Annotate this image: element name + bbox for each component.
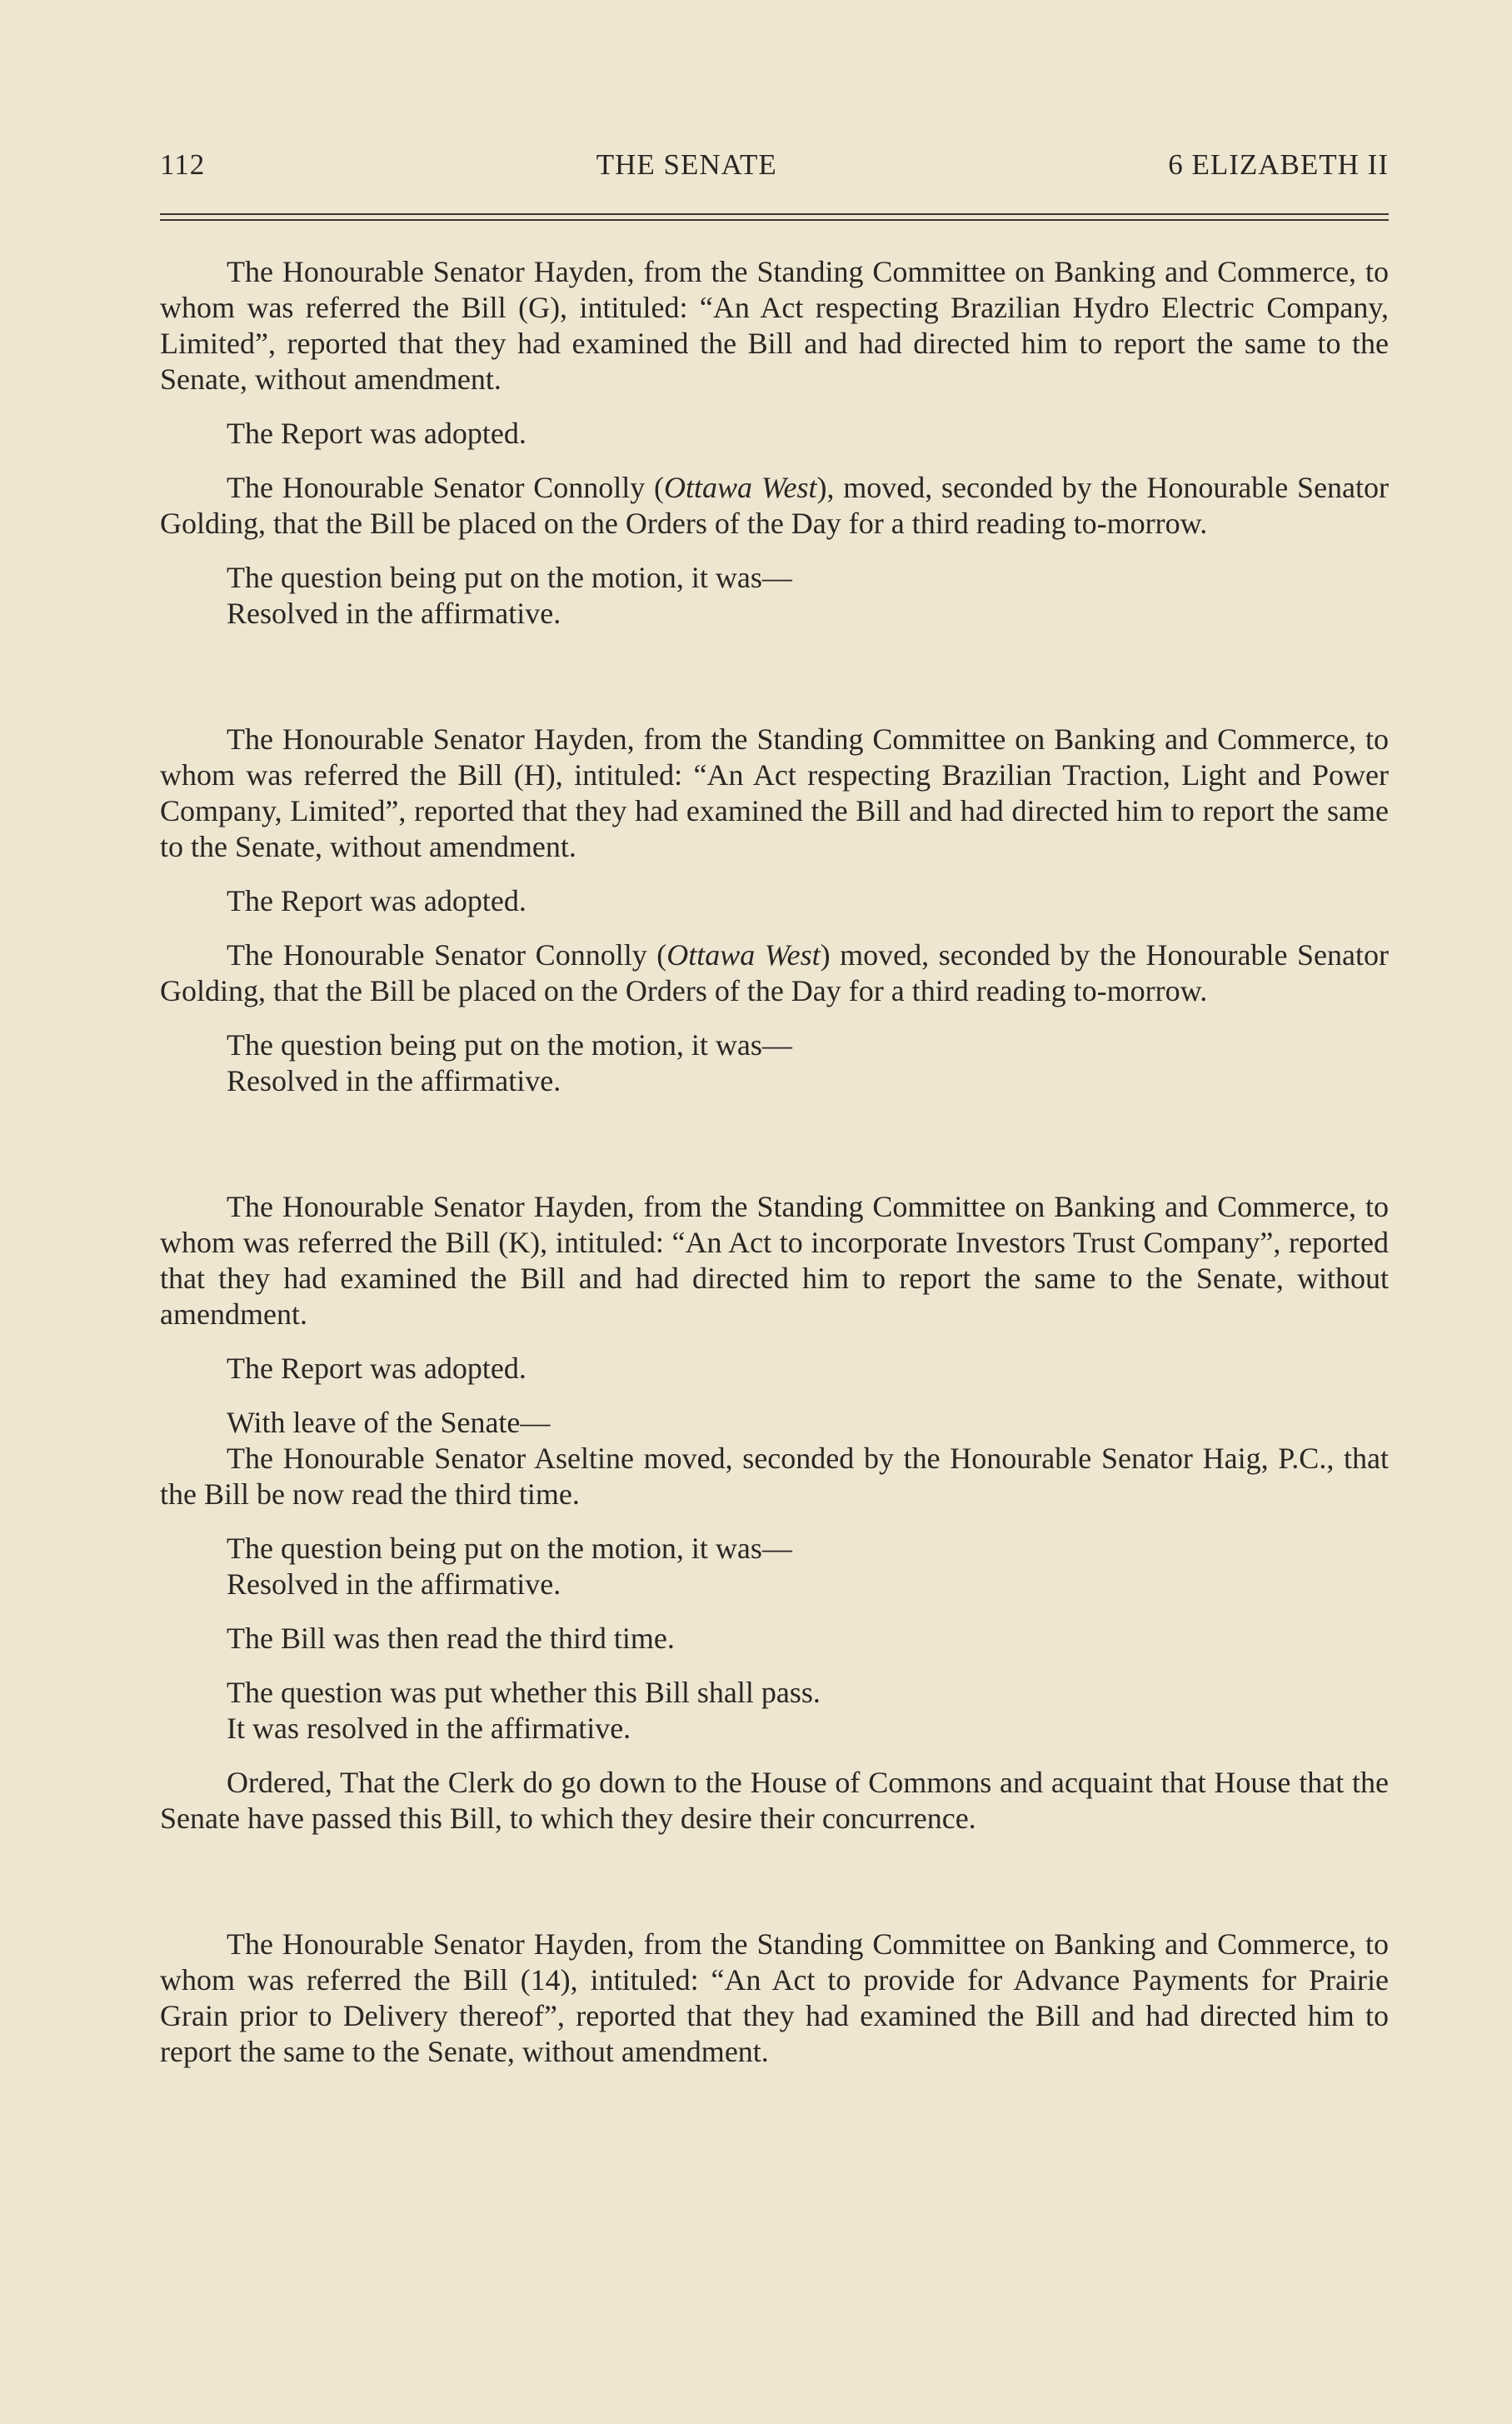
pass-question-line: The question was put whether this Bill shall pass. (227, 1676, 821, 1709)
motion-text-start: The Honourable Senator Connolly ( (227, 471, 665, 504)
report-paragraph-bill-g: The Honourable Senator Hayden, from the Standing Committee on Banking and Commerce, to whom was referred the Bill (G), intituled: “An Act respecting Brazilian Hydro Electric Company, Limited”, reported that they had examined the Bill and had directed him to report the same to the Senate, without amendment. (160, 255, 1389, 396)
resolved-line: Resolved in the affirmative. (227, 1064, 561, 1097)
question-block-bill-k (160, 1531, 1389, 1602)
question-block-bill-g (160, 560, 1389, 632)
question-line: The question being put on the motion, it was— (227, 561, 792, 594)
section-spacer (160, 650, 1389, 722)
report-adopted-bill-h: The Report was adopted. (227, 884, 526, 917)
page-title: THE SENATE (596, 148, 777, 181)
journal-body (160, 254, 1389, 2070)
report-adopted-bill-g: The Report was adopted. (227, 417, 526, 450)
report-paragraph-bill-k: The Honourable Senator Hayden, from the Standing Committee on Banking and Commerce, to whom was referred the Bill (K), intituled: “An Act to incorporate Investors Trust Company”, reported that they had examined the Bill and had directed him to report the same to the Senate, without amendment. (160, 1190, 1389, 1331)
session-label: 6 ELIZABETH II (1168, 148, 1389, 181)
running-head (160, 148, 1389, 188)
report-paragraph-bill-h: The Honourable Senator Hayden, from the Standing Committee on Banking and Commerce, to whom was referred the Bill (H), intituled: “An Act respecting Brazilian Traction, Light and Power Company, Limited”, reported that they had examined the Bill and had directed him to report the same to the Senate, without amendment. (160, 722, 1389, 863)
motion-text-start: The Honourable Senator Connolly ( (227, 938, 667, 972)
question-line: The question being put on the motion, it was— (227, 1028, 792, 1062)
section-spacer (160, 1117, 1389, 1189)
motion-text-end: ) moved, seconded by the Honourable Senator Golding, that the Bill be placed on the Orders of the Day for a third reading to-morrow. (160, 938, 1390, 1007)
page-number: 112 (160, 148, 206, 181)
resolved-line: Resolved in the affirmative. (227, 597, 561, 630)
resolved-line: Resolved in the affirmative. (227, 1567, 561, 1601)
motion-paragraph-bill-h (160, 937, 1389, 1009)
header-double-rule (160, 213, 1389, 221)
report-paragraph-bill-14: The Honourable Senator Hayden, from the Standing Committee on Banking and Commerce, to whom was referred the Bill (14), intituled: “An Act to provide for Advance Payments for Prairie Grain prior to Delivery thereof”, reported that they had examined the Bill and had directed him to report the same to the Senate, without amendment. (160, 1927, 1389, 2068)
leave-line: With leave of the Senate— (227, 1406, 551, 1439)
motion-text-italic: Ottawa West (664, 471, 817, 504)
question-block-bill-h (160, 1027, 1389, 1099)
pass-resolved-line: It was resolved in the affirmative. (227, 1712, 631, 1745)
third-reading-line: The Bill was then read the third time. (227, 1622, 675, 1655)
report-adopted-bill-k: The Report was adopted. (227, 1352, 526, 1385)
leave-block-bill-k (160, 1405, 1389, 1512)
pass-block-bill-k (160, 1675, 1389, 1747)
question-line: The question being put on the motion, it was— (227, 1532, 792, 1565)
motion-text-end: ), moved, seconded by the Honourable Senator Golding, that the Bill be placed on the Orders of the Day for a third reading to-morrow. (160, 471, 1390, 540)
ordered-paragraph-bill-k: Ordered, That the Clerk do go down to the House of Commons and acquaint that House that the Senate have passed this Bill, to which they desire their concurrence. (160, 1766, 1389, 1835)
motion-text-italic: Ottawa West (666, 938, 821, 972)
motion-paragraph-bill-k: The Honourable Senator Aseltine moved, seconded by the Honourable Senator Haig, P.C., that the Bill be now read the third time. (160, 1442, 1389, 1511)
motion-paragraph-bill-g (160, 470, 1389, 542)
section-spacer (160, 1855, 1389, 1927)
